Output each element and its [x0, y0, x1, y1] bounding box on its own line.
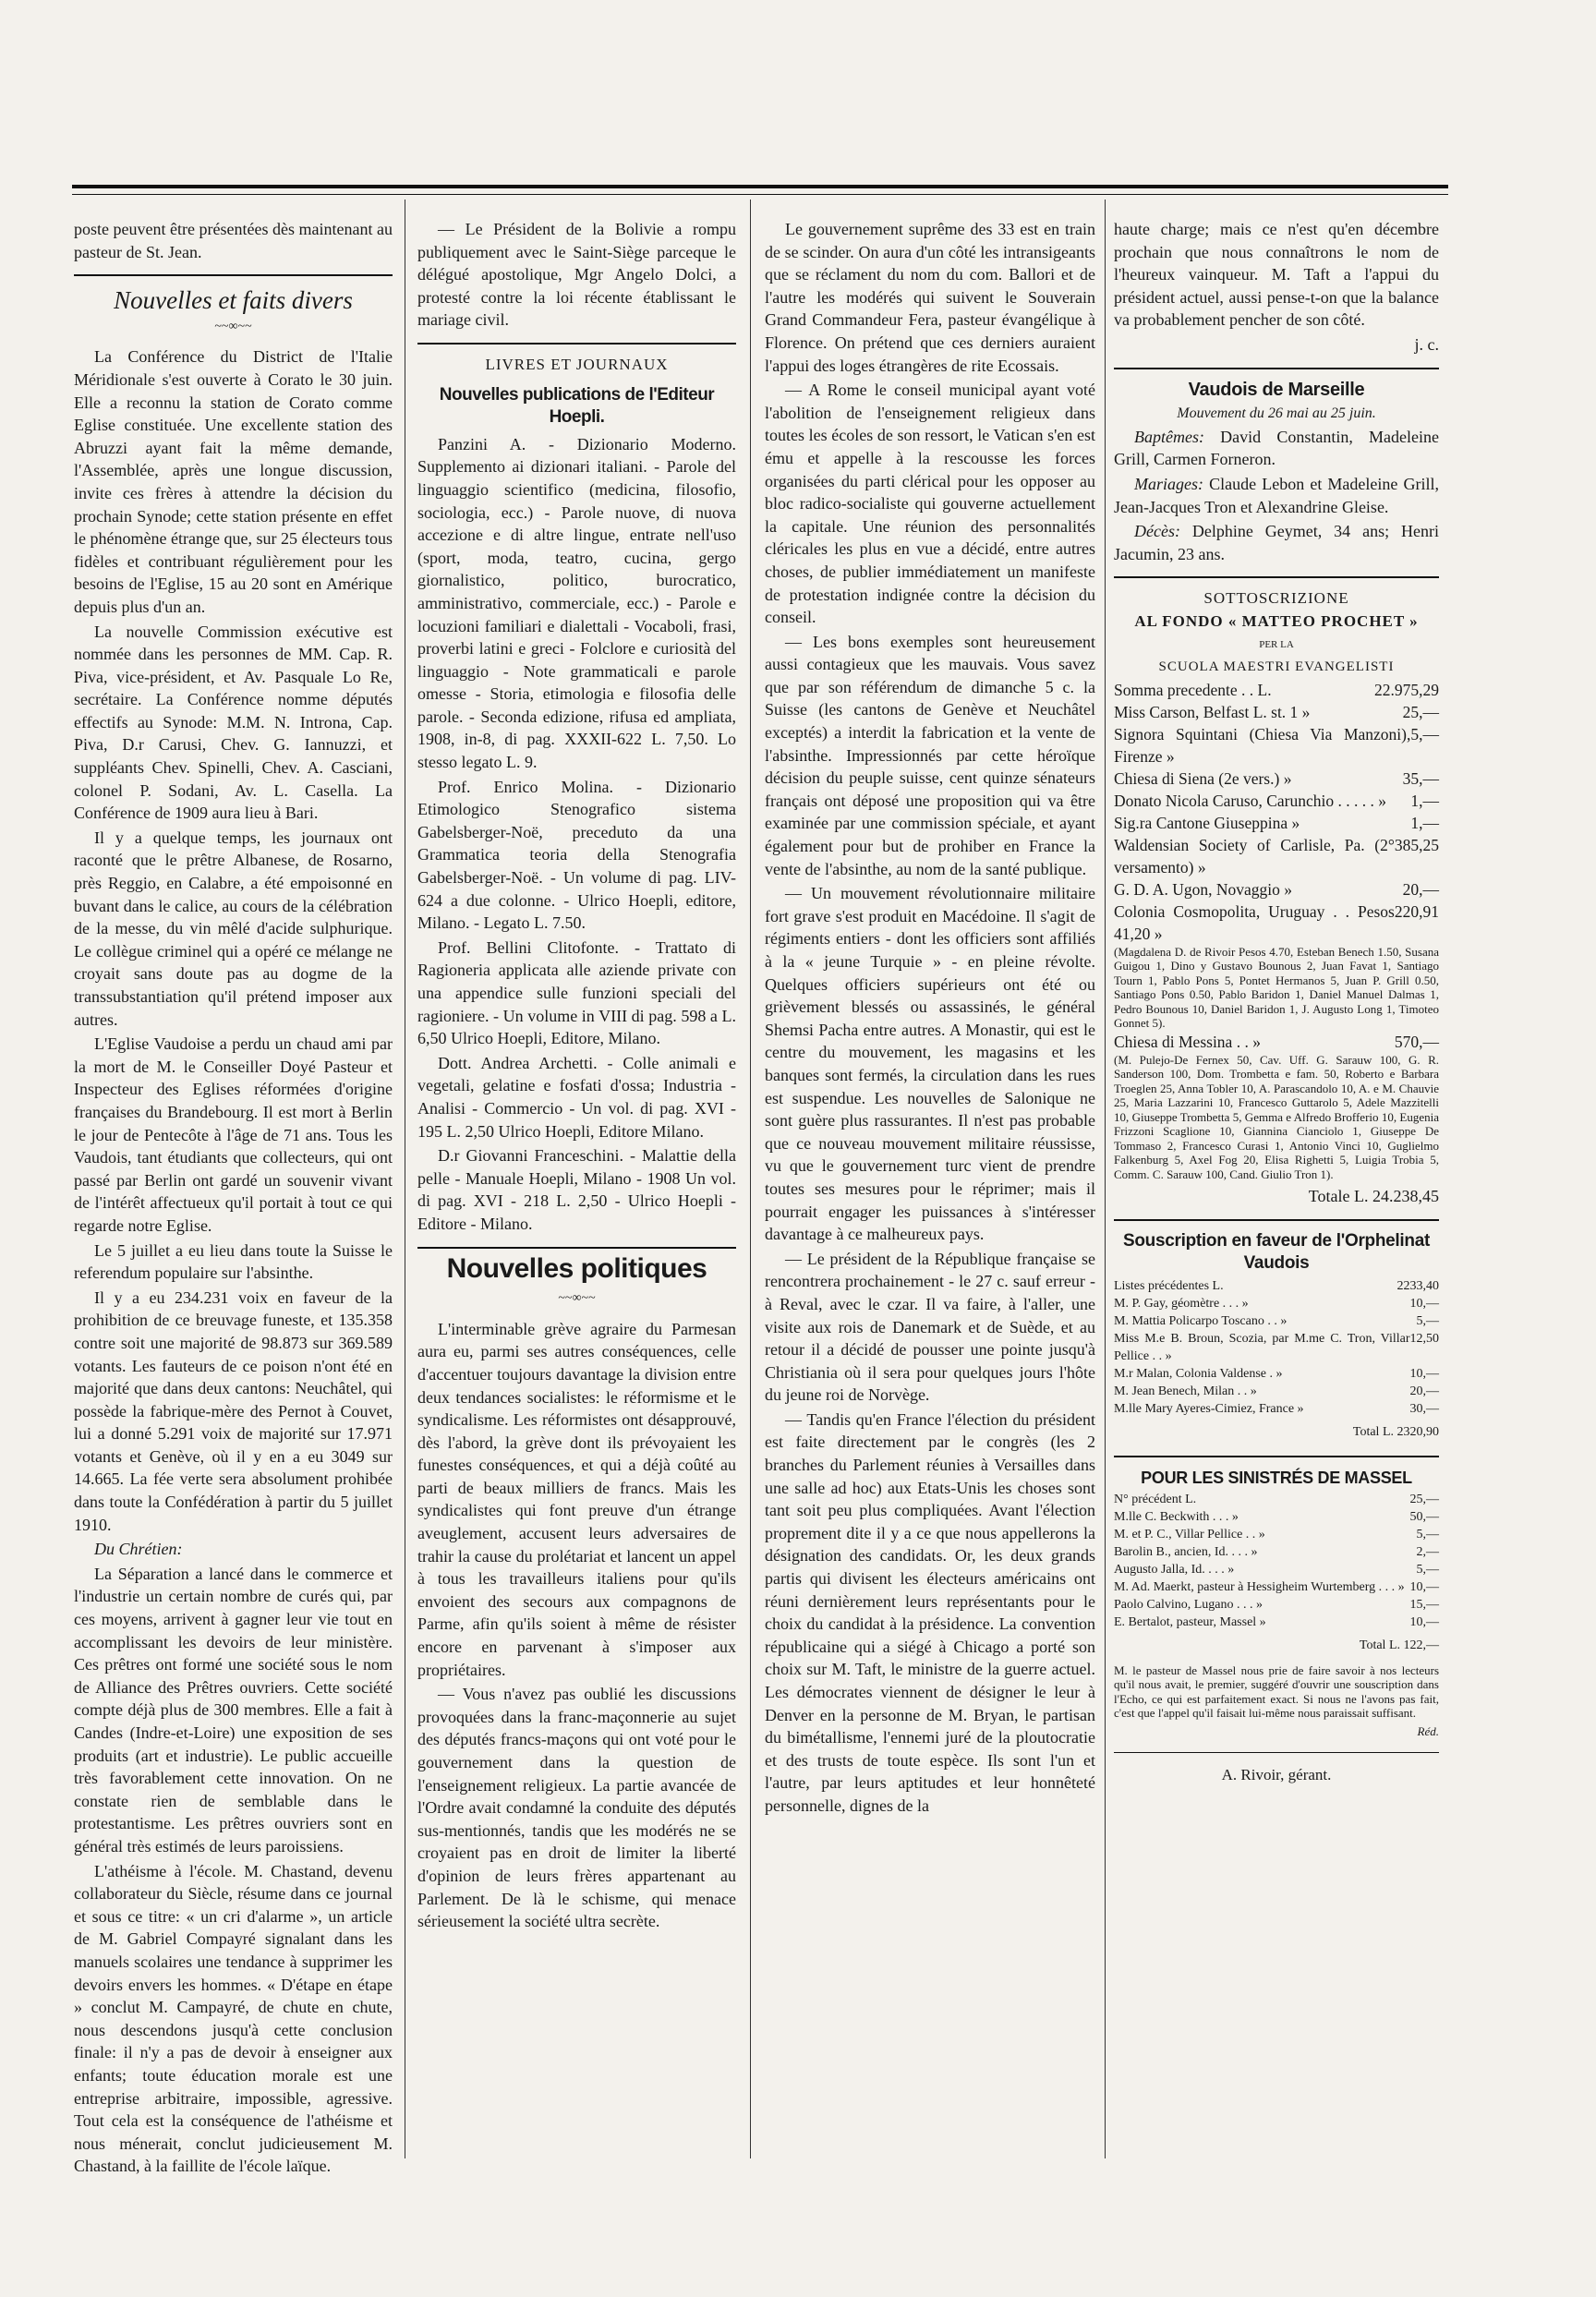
ledger-row: [1114, 834, 1439, 878]
article-paragraph: L'athéisme à l'école. M. Chastand, devenu collaborateur du Siècle, résume dans ce journal et sous ce titre: « un cri d'alarme », un article de M. Gabriel Compayré signalant dans les manuels scolaires une tendance à supprimer les devoirs envers les hommes. « D'étape en étape » conclut M. Campayré, de chute en chute, nous descendons jusqu'à cette conclusion finale: il n'y a pas de devoir à enseigner aux enfants; toute éducation morale est une entreprise arbitraire, impossible, agressive. Tout cela est la conséquence de l'athéisme et nous ménerait, conclut judicieusement M. Chastand, à la faillite de l'école laïque.: [74, 1861, 393, 2176]
signature: j. c.: [1414, 334, 1439, 354]
field-label: Baptêmes:: [1134, 427, 1204, 446]
ledger-label: M. Mattia Policarpo Toscano . . »: [1114, 1313, 1288, 1328]
ledger-label: Listes précédentes L.: [1114, 1278, 1224, 1293]
section-title: POUR LES SINISTRÉS DE MASSEL: [1141, 1468, 1412, 1487]
section-title: Vaudois de Marseille: [1188, 379, 1365, 400]
article-paragraph: La Séparation a lancé dans le commerce et l'industrie un certain nombre de curés qui, par ces moyens, arrivent à gagner leur vie tout en accomplissant les devoirs de leur ministère. Ces prêtres ont formé une société sous le nom de Alliance des Prêtres ouvriers. Cette société compte déjà plus de 300 membres. Elle a fait à Candes (Indre-et-Loire) une exposition de ses produits (art et industrie). Le public accueille très favorablement cette innovation. On ne constate rien de semblable dans le protestantisme. Les prêtres ouvriers sont en général très estimés de leurs paroissiens.: [74, 1564, 393, 1856]
ledger-value: 10,—: [1409, 1366, 1439, 1381]
section-title: Nouvelles et faits divers: [114, 286, 353, 315]
column-rule: [1105, 199, 1106, 2158]
ledger-total: Totale L. 24.238,45: [1308, 1187, 1439, 1206]
field-label: Décès:: [1134, 522, 1180, 541]
ledger-label: Miss Carson, Belfast L. st. 1 »: [1114, 702, 1311, 721]
article-paragraph: — A Rome le conseil municipal ayant voté l'abolition de l'enseignement religieux dans toutes les écoles de son ressort, le Vatican s'en est ému et appelle à la rescousse les forces organisées du parti clérical pour les opposer au bloc radico-socialiste qui gouverne actuellement la capitale. Une réunion des personnalités cléricales les plus en vue a décidé, entre autres choses, de publier immédiatement un manifeste de protestation indignée contre la décision du conseil.: [765, 381, 1095, 627]
ledger-value: 35,—: [1402, 768, 1439, 788]
article-paragraph: La Conférence du District de l'Italie Méridionale s'est ouverte à Corato le 30 juin. Elle a reconnu la station de Corato comme Eglise constituée. Une excellente station des Abruzzi ayant fait la même demande, l'Assemblée, après une longue discussion, invite ces frères à attendre la décision du prochain Synode; cette station présente en effet le phénomène étrange que, sur 25 électeurs tous fidèles et contribuant régulièrement pour les besoins de l'Eglise, 15 au 20 sont en Amérique depuis plus d'un an.: [74, 347, 393, 616]
ledger-row: [1114, 1295, 1439, 1312]
ledger-row: [1114, 812, 1439, 834]
article-paragraph: — Le Président de la Bolivie a rompu publiquement avec le Saint-Siège parceque le délégué apostolique, Mgr Angelo Dolci, a protesté contre la loi récente établissant le mariage civil.: [417, 220, 736, 330]
ledger-label: Donato Nicola Caruso, Carunchio . . . . . »: [1114, 791, 1387, 810]
ledger-row: [1114, 790, 1439, 812]
section-divider: [1114, 368, 1439, 369]
ledger-label: M.lle C. Beckwith . . . »: [1114, 1510, 1239, 1525]
ledger-row: [1114, 1508, 1439, 1526]
section-divider: [1114, 1219, 1439, 1221]
ledger-label: Augusto Jalla, Id. . . . »: [1114, 1563, 1235, 1578]
ledger-label: Signora Squintani (Chiesa Via Manzoni), Firenze »: [1114, 724, 1411, 766]
ledger-label: Chiesa di Messina . . »: [1114, 1032, 1261, 1051]
ledger-row: [1114, 1031, 1439, 1053]
ledger-label: Chiesa di Siena (2e vers.) »: [1114, 768, 1292, 788]
ledger-label: M. P. Gay, géomètre . . . »: [1114, 1296, 1249, 1311]
ledger-row: [1114, 1543, 1439, 1561]
ledger-value: 10,—: [1409, 1580, 1439, 1595]
section-divider: [1114, 1456, 1439, 1457]
ledger-row: [1114, 1561, 1439, 1578]
ledger-value: 385,25: [1394, 835, 1439, 854]
ledger-label: Waldensian Society of Carlisle, Pa. (2° versamento) »: [1114, 835, 1395, 876]
article-paragraph: — Vous n'avez pas oublié les discussions provoquées dans la franc-maçonnerie au sujet des députés francs-maçons qui ont voté pour le gouvernement dans la question de l'enseignement religieux. La partie avancée de l'Ordre avait condamné la conduite des députés sus-mentionnés, tandis que les modérés ne se croyaient pas en droit de limiter la liberté d'opinion de leurs frères appartenant au Parlement. De là le schisme, qui menace sérieusement la société ultra secrète.: [417, 1685, 736, 1931]
continued-text: poste peuvent être présentées dès maintenant au pasteur de St. Jean.: [74, 220, 393, 261]
ledger-label: Paolo Calvino, Lugano . . . »: [1114, 1598, 1263, 1613]
ledger-row: [1114, 1383, 1439, 1400]
ledger-value: 220,91: [1394, 901, 1439, 921]
section-divider: [417, 1247, 736, 1249]
field-value: David Constantin, Madeleine Grill, Carmen Forneron.: [1114, 427, 1439, 469]
article-paragraph: — Les bons exemples sont heureusement aussi contagieux que les mauvais. Vous savez que par son référendum de dimanche 5 c. la Suisse (les cantons de Genève et Neuchâtel exceptés) a interdit la fabrication et la vente de l'absinthe. Impressionnés par cette héroïque décision du peuple suisse, cent quinze sénateurs français ont déposé une proposition qui va être examinée par une commission spéciale, et ayant également pour but de prohiber en France la vente de l'absinthe, au nom de la santé publique.: [765, 632, 1095, 878]
ledger-value: 25,—: [1402, 702, 1439, 721]
contributor-note: (M. Pulejo-De Fernex 50, Cav. Uff. G. Sarauw 100, G. R. Sanderson 100, Dom. Trombetta e fam. 50, Roberto e Barbara Troeglen 25, Anna Tobler 10, A. Parascandolo 10, A. e M. Chauvie 25, Maria Lazzarini 10, Francesco Guttarolo 5, Adele Mazzitelli 10, Giuseppe Trombetta 5, Gemma e Alfredo Brofferio 10, Eugenia Frizzoni Scaglione 10, Giannina Cianciolo 1, Giuseppe De Tommaso 2, Francesco Curasi 1, Antonio Vinci 10, Guglielmo Falkenburg 5, Axel Fog 20, Elisa Righetti 5, Luigia Trobia 5, Comm. C. Sarauw 100, Cand. Giulio Tron 1).: [1114, 1052, 1439, 1181]
ledger-value: 570,—: [1394, 1032, 1439, 1051]
article-paragraph: Le 5 juillet a eu lieu dans toute la Suisse le referendum populaire sur l'absinthe.: [74, 1240, 393, 1283]
ledger-row: [1114, 723, 1439, 768]
ledger-value: 5,—: [1416, 1563, 1439, 1578]
ledger-label: Barolin B., ancien, Id. . . . »: [1114, 1545, 1258, 1560]
subscription-list: [1114, 1491, 1439, 1631]
ledger-label: N° précédent L.: [1114, 1493, 1197, 1507]
field-label: Mariages:: [1134, 474, 1203, 493]
ledger-label: Miss M.e B. Broun, Scozia, par M.me C. Tron, Villar Pellice . . »: [1114, 1331, 1410, 1363]
article-paragraph: — Le président de la République française se rencontrera prochainement - le 27 c. sauf erreur - à Reval, avec le czar. Il va faire, à l'aller, une visite aux rois de Danemark et de Suède, et au retour il a décidé de pousser une pointe jusqu'à Christiania où il sera pour quelques jours l'hôte du jeune roi de Norvège.: [765, 1249, 1095, 1405]
section-title: LIVRES ET JOURNAUX: [485, 355, 669, 373]
ledger-value: 12,50: [1409, 1331, 1439, 1346]
section-title: SCUOLA MAESTRI EVANGELISTI: [1158, 659, 1395, 675]
ledger-label: M.lle Mary Ayeres-Cimiez, France »: [1114, 1401, 1304, 1416]
ledger-value: 30,—: [1409, 1401, 1439, 1416]
section-title: Souscription en faveur de l'Orphelinat Vaudois: [1122, 1230, 1430, 1274]
ledger-row: [1114, 1614, 1439, 1631]
ledger-row: [1114, 1330, 1439, 1365]
ledger-value: 5,—: [1410, 724, 1439, 744]
section-divider: [1114, 576, 1439, 578]
ledger-value: 50,—: [1409, 1510, 1439, 1525]
subscription-list: [1114, 1277, 1439, 1418]
ledger-value: 20,—: [1409, 1384, 1439, 1398]
column-1: [74, 218, 393, 2180]
ledger-value: 25,—: [1409, 1493, 1439, 1507]
ledger-total: Total L. 122,—: [1359, 1638, 1439, 1653]
ledger-value: 5,—: [1416, 1528, 1439, 1542]
ledger-row: [1114, 1578, 1439, 1596]
book-listing: Prof. Enrico Molina. - Dizionario Etimologico Stenografico sistema Gabelsberger-Noë, preceduto da una Grammatica teoria della Stenografia Gabelsberger-Noë. - Un volume di pag. LIV-624 a due colonne. - Ulrico Hoepli, editore, Milano. - Legato L. 7.50.: [417, 777, 736, 933]
ledger-value: 2,—: [1416, 1545, 1439, 1560]
ledger-label: M. Ad. Maerkt, pasteur à Hessigheim Wurtemberg . . . »: [1114, 1580, 1405, 1595]
ledger-label: G. D. A. Ugon, Novaggio »: [1114, 879, 1292, 899]
ledger-row: [1114, 1312, 1439, 1330]
ledger-row: [1114, 1526, 1439, 1543]
book-listing: Panzini A. - Dizionario Moderno. Supplemento ai dizionari italiani. - Parole del linguaggio scientifico (medicina, filosofio, sociologia, ecc.) - Parole nuove, di nuova accezione e di altre lingue, entrate nell'uso (sport, moda, teatro, cucina, gergo giornalistico, politico, burocratico, amministrativo, commerciale, ecc.) - Parole e locuzioni familiari e dialettali - Vocaboli, frasi, proverbi latini e greci - Folclore e curiosità del linguaggio - Note grammaticali e parole omesse - Storia, etimologia e filosofia delle parole. - Seconda edizione, rifusa ed ampliata, 1908, in-8, di pag. XXXII-622 L. 7,50. Lo stesso legato L. 9.: [417, 434, 736, 772]
article-paragraph: — Un mouvement révolutionnaire militaire fort grave s'est produit en Macédoine. Il s'agit de régiments entiers - dont les officiers sont affiliés à la « jeune Turquie » - en pleine révolte. Quelques officiers supérieurs ont été ou grièvement blessés ou assassinés, le général Shemsi Pacha entre autres. A Monastir, qui est le centre du mouvement, les magasins et les banques sont fermés, la circulation dans les rues est suspendue. Les nouvelles de Salonique ne sont guère plus rassurantes. Il n'est pas probable que ce nouveau mouvement militaire réussisse, vu que le gouvernement turc vient de prendre toutes ses mesures pour le réprimer; mais il pourrait engager les puissances à s'intéresser davantage à ce malheureux pays.: [765, 884, 1095, 1244]
ledger-row: [1114, 901, 1439, 945]
ledger-value: 1,—: [1410, 813, 1439, 832]
book-listing: Prof. Bellini Clitofonte. - Trattato di Ragioneria applicata alle aziende private con una appendice sulle funzioni speciali del ragioniere. - Un volume in VIII di pag. 598 a L. 6,50 Ulrico Hoepli, Editore, Milano.: [417, 937, 736, 1048]
subscription-list: [1114, 679, 1439, 945]
section-subtitle: Mouvement du 26 mai au 25 juin.: [1177, 405, 1376, 422]
article-paragraph: L'interminable grève agraire du Parmesan aura eu, parmi ses autres conséquences, celle d'accentuer toujours davantage la division entre deux tendances socialistes: le réformisme et le syndicalisme. Les réformistes ont désapprouvé, dès l'abord, la grève dont ils prévoyaient les funestes conséquences, et qui a déjà coûté au parti de beaux milliers de francs. Mais les syndicalistes qui font preuve d'un étrange aveuglement, accusent leurs adversaires de trahir la cause du prolétariat et lancent un appel à tous les travailleurs italiens pour qu'ils envoient des secours aux compagnons de Parme, afin qu'ils soient à même de résister encore en parvenant à s'imposer aux propriétaires.: [417, 1319, 736, 1679]
column-4: [1114, 218, 1439, 1787]
ledger-value: 20,—: [1402, 879, 1439, 899]
article-paragraph: Il y a eu 234.231 voix en faveur de la prohibition de ce breuvage funeste, et 135.358 contre soit une majorité de 98.873 sur 369.589 votants. Les fauteurs de ce poison n'ont été en majorité que dans deux cantons: Neuchâtel, qui possède la fabrique-mère des Pernot à Couvet, lui a donné 5.291 voix de majorité sur 17.971 votants et Genève, où il y en a eu 3049 sur 14.665. La fée verte sera absolument prohibée dans toute la Confédération à partir du 5 juillet 1910.: [74, 1288, 393, 1534]
ledger-label: M. Jean Benech, Milan . . »: [1114, 1384, 1257, 1398]
ledger-row: [1114, 1277, 1439, 1295]
column-2: [417, 218, 736, 1935]
ledger-total: Total L. 2320,90: [1352, 1424, 1439, 1439]
section-title: SOTTOSCRIZIONE: [1203, 589, 1349, 608]
ledger-value: 10,—: [1409, 1615, 1439, 1630]
editor-note: M. le pasteur de Massel nous prie de faire savoir à nos lecteurs qu'il nous avait, le premier, suggéré d'ouvrir une souscription dans l'Echo, ce qui est parfaitement exact. Si nous ne l'avons pas fait, c'est que l'appel qu'il faisait lui-même nous paraissait suffisant.: [1114, 1662, 1439, 1721]
contributor-note: (Magdalena D. de Rivoir Pesos 4.70, Esteban Benech 1.50, Susana Guigou 1, Dino y Gustavo Bounous 2, Juan Favat 1, Santiago Tourn 1, Pablo Pons 5, Pontet Hermanos 5, Juan P. Grill 0.50, Santiago Pons 0.50, Pablo Baridon 1, Daniel Manuel Dalmas 1, Pedro Bounous 10, Daniel Baridon 1, J. Augusto Long 1, Timoteo Gonnet 5).: [1114, 944, 1439, 1031]
ledger-row: [1114, 1596, 1439, 1614]
ledger-label: M. et P. C., Villar Pellice . . »: [1114, 1528, 1265, 1542]
ledger-label: Somma precedente . . L.: [1114, 680, 1272, 699]
ornament: ~~∞~~: [558, 1291, 596, 1306]
column-rule: [750, 199, 751, 2158]
article-paragraph: Le gouvernement suprême des 33 est en train de se scinder. On aura d'un côté les intransigeants que se réclament du nom du com. Ballori et de l'autre les modérés qui suivent le Souverain Grand Commandeur Fera, pasteur évangélique à Florence. On prétend que ces derniers auraient l'appui des loges étrangères de rite Ecossais.: [765, 220, 1095, 375]
section-title: Nouvelles politiques: [446, 1252, 707, 1284]
ledger-row: [1114, 1400, 1439, 1418]
source-label: Du Chrétien:: [94, 1540, 183, 1559]
ledger-label: Sig.ra Cantone Giuseppina »: [1114, 813, 1300, 832]
ledger-row: [1114, 679, 1439, 701]
section-title: PER LA: [1259, 638, 1294, 650]
article-paragraph: La nouvelle Commission exécutive est nommée dans les personnes de MM. Cap. R. Piva, vice-président, et Av. Pasquale Lo Re, secrétaire. La Conférence nomme députés effectifs au Synode: M.M. N. Introna, Cap. Piva, D.r Carusi, Chev. G. Iannuzzi, et suppléants Chev. Spinelli, Chev. A. Casciani, colonel P. Sodani, Av. L. Casella. La Conférence de 1909 aura lieu à Bari.: [74, 622, 393, 823]
section-divider: [417, 343, 736, 345]
field-value: Delphine Geymet, 34 ans; Henri Jacumin, 23 ans.: [1114, 522, 1440, 563]
publisher-heading: Nouvelles publications de l'Editeur Hoepli.: [439, 384, 715, 428]
field-value: Claude Lebon et Madeleine Grill, Jean-Jacques Tron et Alexandrine Gleise.: [1114, 474, 1440, 516]
ledger-row: [1114, 1491, 1439, 1508]
ledger-row: [1114, 701, 1439, 723]
column-3: [765, 218, 1095, 1819]
article-paragraph: Il y a quelque temps, les journaux ont raconté que le prêtre Albanese, de Rosarno, près Reggio, en Calabre, a été empoisonné en buvant dans le calice, au cours de la célébration de la messe, du vin mêlé d'acide sulphurique. Le collègue criminel qui a opéré ce mélange ne croyait sans doute pas au dogme de la transsubstantiation qu'il prétend imposer aux autres.: [74, 828, 393, 1029]
section-divider: [74, 274, 393, 276]
ledger-value: 22.975,29: [1374, 680, 1439, 699]
ledger-value: 15,—: [1409, 1598, 1439, 1613]
signature: Réd.: [1417, 1723, 1439, 1738]
article-paragraph: — Tandis qu'en France l'élection du président est faite directement par le congrès (les 2 branches du Parlement réunies à Versailles dans une salle ad hoc) aux Etats-Unis les choses sont tant soit peu plus compliquées. Avant l'élection proprement dite il y a ce que nous appellerons la désignation des candidats. Or, les deux grands partis qui divisent les électeurs américains ont réuni dernièrement leurs représentants pour le choix du candidat à la présidence. La convention républicaine qui a siégé à Chicago a porté son choix sur M. Taft, le ministre de la guerre actuel. Les démocrates viennent de désigner le leur à Denver en la personne de M. Bryan, le partisan du bimétallisme, l'ennemi juré de la ploutocratie et des trusts de toute espèce. Ils sont l'un et l'autre, par leurs aptitudes et leur honnêteté personnelle, dignes de la: [765, 1409, 1095, 1815]
section-title: AL FONDO « MATTEO PROCHET »: [1134, 611, 1419, 630]
ledger-value: 1,—: [1410, 791, 1439, 810]
article-paragraph: haute charge; mais ce n'est qu'en décembre prochain que nous connaîtrons le nom de l'heureux vainqueur. M. Taft a l'appui du président actuel, aussi pense-t-on que la balance va probablement pencher de son côté.: [1114, 220, 1439, 330]
ledger-row: [1114, 878, 1439, 901]
ledger-label: M.r Malan, Colonia Valdense . »: [1114, 1366, 1283, 1381]
book-listing: Dott. Andrea Archetti. - Colle animali e vegetali, gelatine e fosfati d'ossa; Industria - Analisi - Commercio - Un vol. di pag. XVI - 195 L. 2,50 Ulrico Hoepli, Editore Milano.: [417, 1053, 736, 1141]
article-paragraph: L'Eglise Vaudoise a perdu un chaud ami par la mort de M. le Conseiller Doyé Pasteur et Inspecteur des Eglises réformées d'origine françaises du Brandebourg. Il est mort à Berlin le jour de Pentecôte à l'âge de 71 ans. Tous les Vaudois, tant étudiants que collecteurs, qui ont passé par Berlin ont gardé un souvenir vivant de l'intérêt affectueux qu'il portait à tout ce qui regarde notre Eglise.: [74, 1034, 393, 1235]
ledger-row: [1114, 1365, 1439, 1383]
book-listing: D.r Giovanni Franceschini. - Malattie della pelle - Manuale Hoepli, Milano - 1908 Un vol. di pag. XVI - 218 L. 2,50 - Ulrico Hoepli - Editore - Milano.: [417, 1146, 736, 1233]
ledger-value: 5,—: [1416, 1313, 1439, 1328]
gerant-signature: A. Rivoir, gérant.: [1221, 1766, 1332, 1784]
ledger-row: [1114, 768, 1439, 790]
ledger-value: 2233,40: [1396, 1278, 1439, 1293]
ledger-value: 10,—: [1409, 1296, 1439, 1311]
ornament: ~~∞~~: [214, 319, 252, 333]
top-double-rule: [72, 185, 1448, 195]
ledger-label: E. Bertalot, pasteur, Massel »: [1114, 1615, 1266, 1630]
section-divider: [1114, 1752, 1439, 1753]
ledger-label: Colonia Cosmopolita, Uruguay . . Pesos 41,20 »: [1114, 901, 1395, 943]
